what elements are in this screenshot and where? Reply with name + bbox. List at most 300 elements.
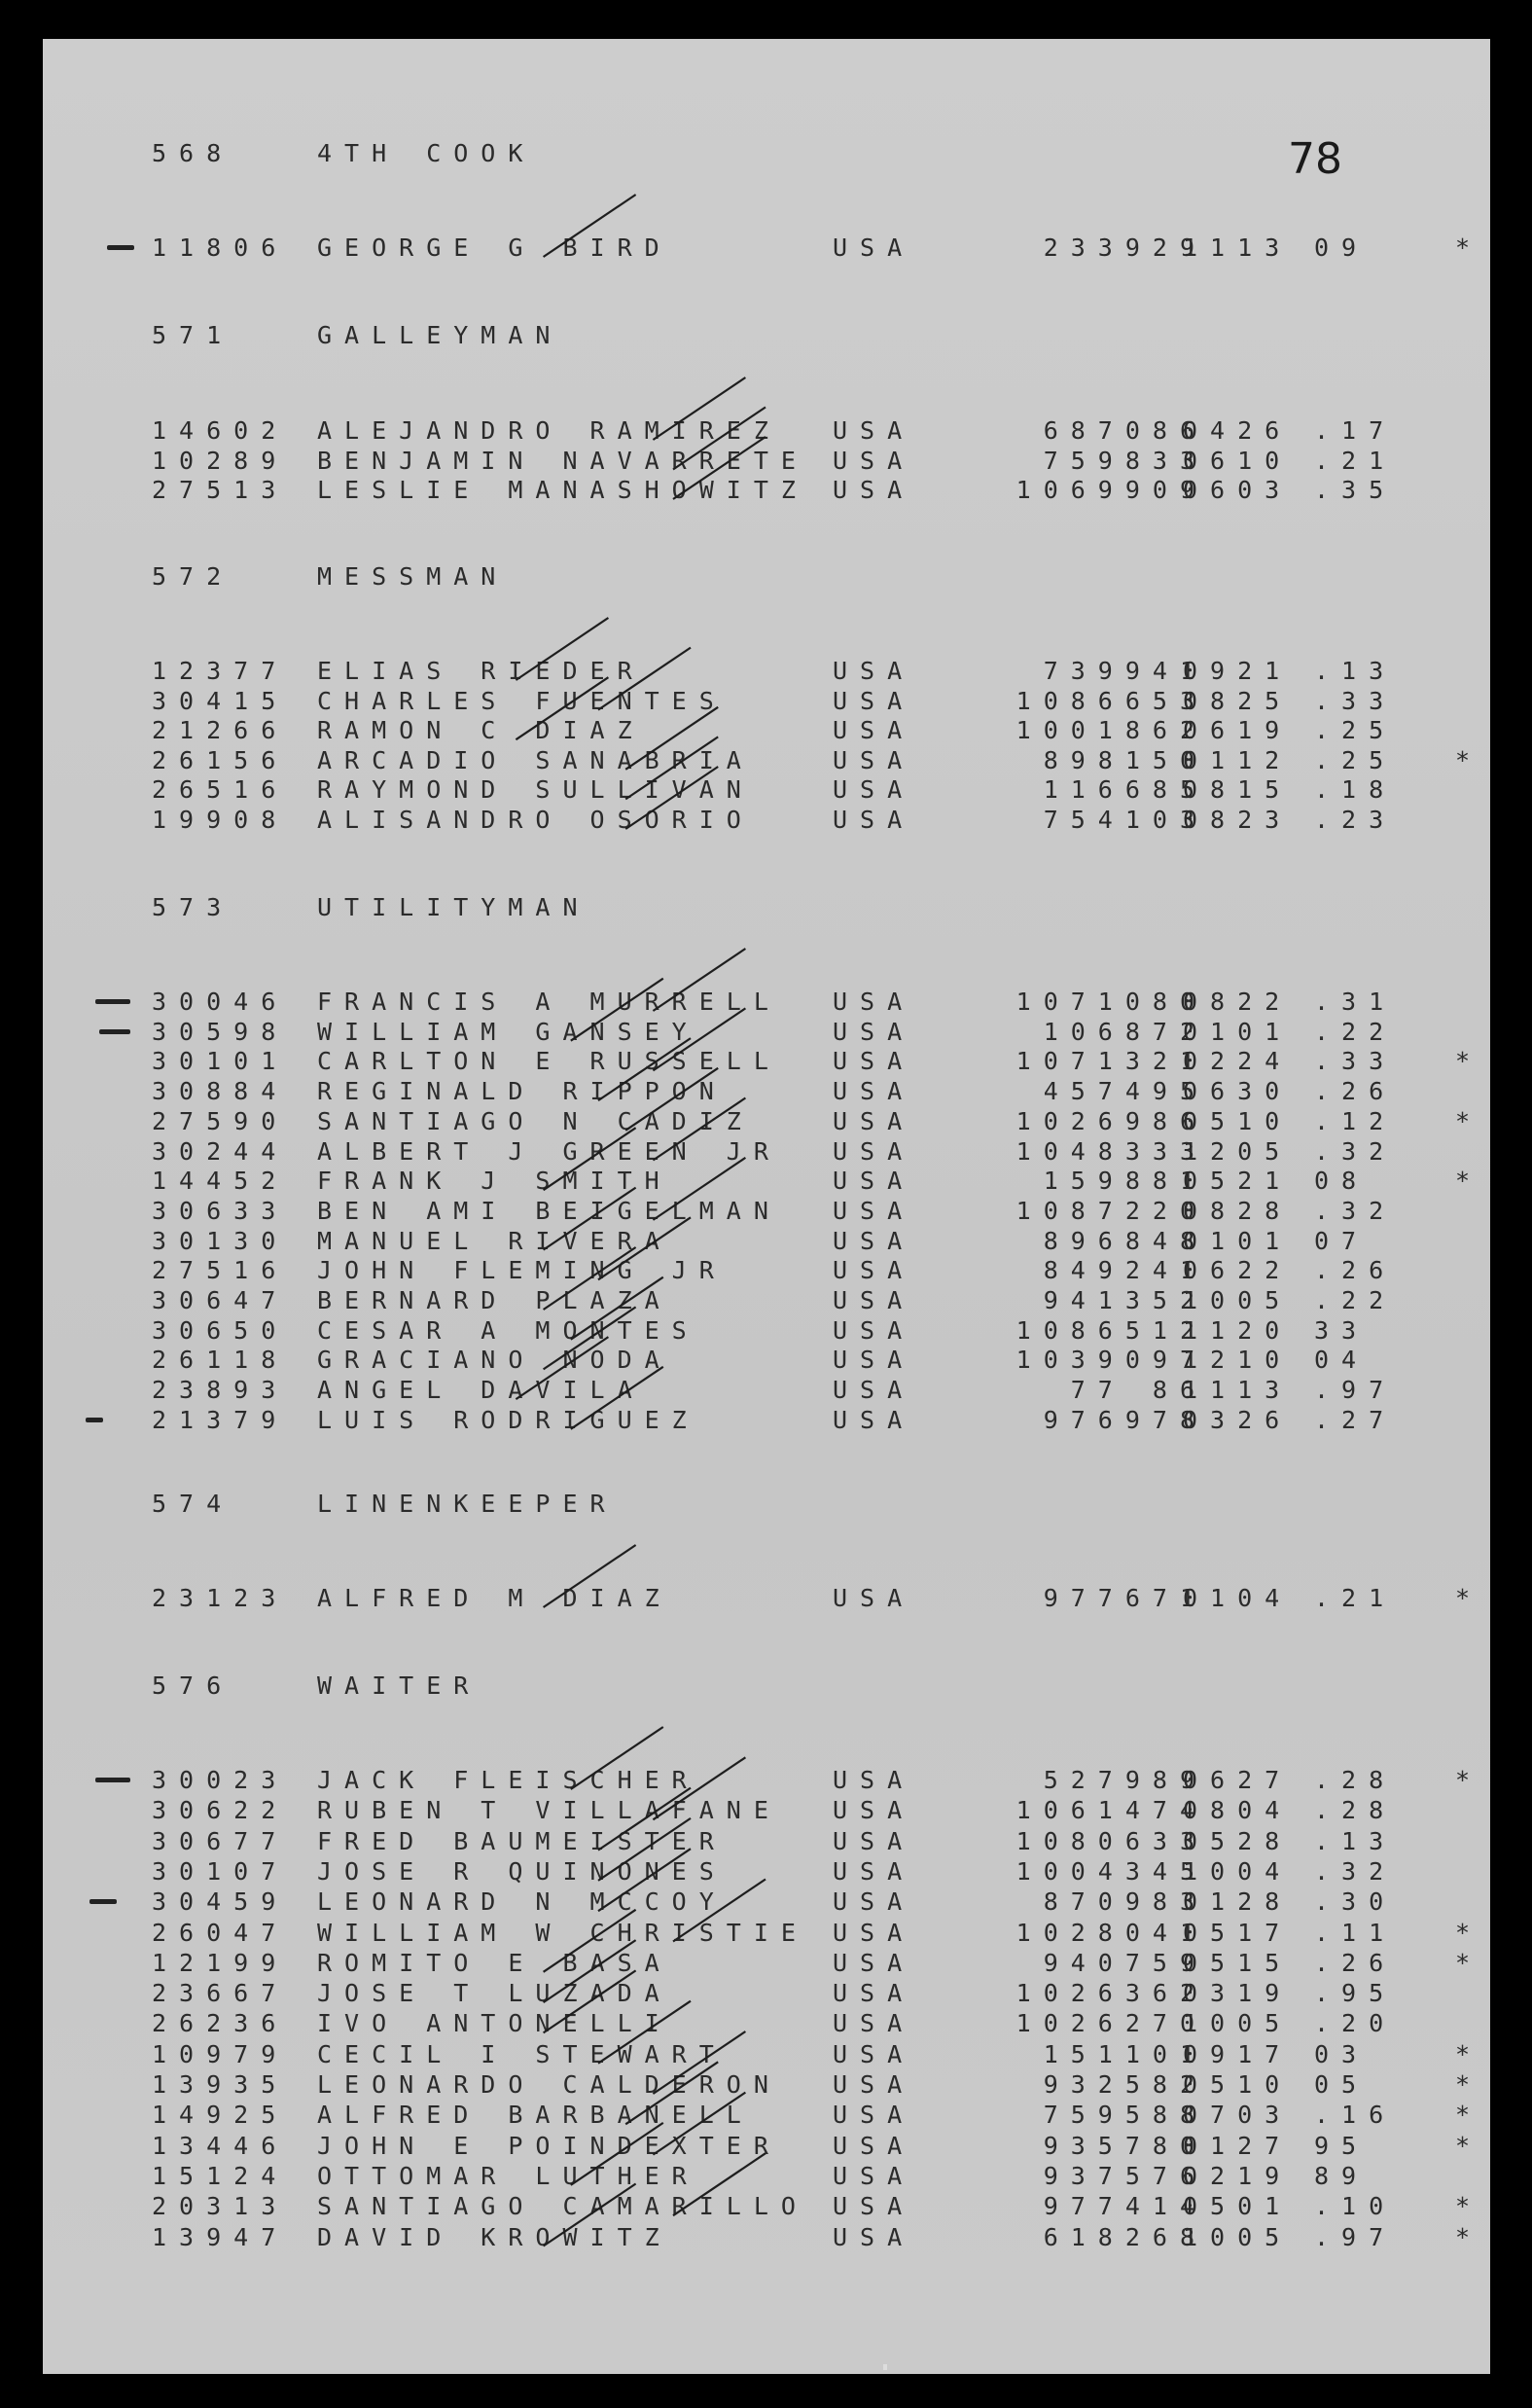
nationality: USA [833, 716, 915, 745]
crew-number: 13935 [152, 2070, 289, 2099]
document-number: 687086 [1043, 416, 1207, 445]
date-code: 0515 [1183, 1948, 1293, 1977]
date-code: 0426 [1183, 416, 1293, 445]
crew-number: 30130 [152, 1226, 289, 1255]
crew-name: LEONARDO CALDERON [317, 2070, 781, 2099]
nationality: USA [833, 1856, 915, 1886]
document-number: 937576 [1043, 2161, 1207, 2190]
document-number: 151101 [1043, 2039, 1207, 2068]
amount: .21 [1314, 1584, 1397, 1612]
crew-number: 14602 [152, 416, 289, 445]
asterisk-mark: * [1455, 2070, 1471, 2099]
crew-name: OTTOMAR LUTHER [317, 2161, 699, 2190]
amount: .26 [1314, 1256, 1397, 1285]
nationality: USA [833, 1226, 915, 1255]
nationality: USA [833, 1077, 915, 1106]
amount: .30 [1314, 1887, 1397, 1917]
crew-number: 30677 [152, 1826, 289, 1855]
check-stroke [653, 949, 745, 1011]
nationality: USA [833, 2009, 915, 2038]
nationality: USA [833, 2070, 915, 2099]
date-code: 0224 [1183, 1047, 1293, 1076]
amount: .17 [1314, 416, 1397, 445]
document-number: 976978 [1043, 1405, 1207, 1434]
amount: .10 [1314, 2192, 1397, 2221]
document-number: 941352 [1043, 1286, 1207, 1314]
document-number: 754103 [1043, 806, 1207, 834]
section-title: GALLEYMAN [317, 321, 563, 349]
date-code: 0128 [1183, 1887, 1293, 1917]
crew-name: FRED BAUMEISTER [317, 1826, 727, 1855]
date-code: 1004 [1183, 1856, 1293, 1886]
crew-name: ALEJANDRO RAMIREZ [317, 416, 781, 445]
amount: 89 [1314, 2161, 1370, 2190]
crew-name: JACK FLEISCHER [317, 1766, 699, 1794]
amount: .27 [1314, 1405, 1397, 1434]
date-code: 0627 [1183, 1766, 1293, 1794]
crew-number: 23893 [152, 1376, 289, 1405]
crew-name: ROMITO E BASA [317, 1948, 672, 1977]
document-number: 77 86 [1070, 1376, 1207, 1405]
amount: .22 [1314, 1286, 1397, 1314]
amount: .12 [1314, 1106, 1397, 1135]
document-number: 759833 [1043, 446, 1207, 475]
amount: 08 [1314, 1167, 1370, 1196]
crew-name: ELIAS RIEDER [317, 657, 645, 685]
amount: .97 [1314, 1376, 1397, 1405]
check-stroke [673, 437, 766, 499]
crew-name: CHARLES FUENTES [317, 686, 727, 715]
date-code: 1005 [1183, 2009, 1293, 2038]
check-stroke [598, 1038, 691, 1100]
nationality: USA [833, 1315, 915, 1345]
date-code: 1120 [1183, 1315, 1293, 1345]
nationality: USA [833, 2192, 915, 2221]
document-number: 1026362 [1015, 1979, 1207, 2008]
amount: .26 [1314, 1077, 1397, 1106]
section-code: 571 [152, 321, 234, 349]
amount: .13 [1314, 1826, 1397, 1855]
date-code: 0619 [1183, 716, 1293, 745]
crew-number: 27590 [152, 1106, 289, 1135]
section-title: 4TH COOK [317, 139, 536, 167]
nationality: USA [833, 686, 915, 715]
crew-number: 30415 [152, 686, 289, 715]
check-stroke [516, 618, 608, 680]
nationality: USA [833, 234, 915, 262]
section-code: 568 [152, 139, 234, 167]
document-number: 1026986 [1015, 1106, 1207, 1135]
crew-name: GRACIANO NODA [317, 1346, 672, 1375]
asterisk-mark: * [1455, 2222, 1471, 2251]
crew-name: LEONARD N MCCOY [317, 1887, 727, 1917]
crew-name: RAMON C DIAZ [317, 716, 645, 745]
check-stroke [571, 2123, 663, 2185]
date-code: 0822 [1183, 988, 1293, 1016]
crew-number: 23667 [152, 1979, 289, 2008]
section-title: WAITER [317, 1671, 481, 1700]
crew-number: 30107 [152, 1856, 289, 1886]
nationality: USA [833, 1948, 915, 1977]
crew-name: ARCADIO SANABRIA [317, 745, 754, 774]
check-stroke [625, 707, 718, 770]
amount: .22 [1314, 1017, 1397, 1046]
amount: 05 [1314, 2070, 1370, 2099]
document-number: 932582 [1043, 2070, 1207, 2099]
document-number: 1069909 [1015, 476, 1207, 504]
crew-name: IVO ANTONELLI [317, 2009, 672, 2038]
asterisk-mark: * [1455, 1766, 1471, 1794]
crew-number: 11806 [152, 234, 289, 262]
crew-number: 26156 [152, 745, 289, 774]
amount: 33 [1314, 1315, 1370, 1345]
nationality: USA [833, 1376, 915, 1405]
crew-name: JOSE R QUINONES [317, 1856, 727, 1886]
nationality: USA [833, 1106, 915, 1135]
check-stroke [598, 1217, 691, 1279]
crew-name: FRANCIS A MURRELL [317, 988, 781, 1016]
document-number: 1071321 [1015, 1047, 1207, 1076]
date-code: 1210 [1183, 1346, 1293, 1375]
crew-name: JOHN E POINDEXTER [317, 2131, 781, 2160]
check-stroke [653, 1008, 745, 1070]
section-code: 576 [152, 1671, 234, 1700]
section-title: MESSMAN [317, 562, 509, 591]
crew-name: ALISANDRO OSORIO [317, 806, 754, 834]
document-number: 739941 [1043, 657, 1207, 685]
document-number: 1087220 [1015, 1196, 1207, 1225]
nationality: USA [833, 1979, 915, 2008]
crew-number: 27513 [152, 476, 289, 504]
crew-number: 30884 [152, 1077, 289, 1106]
nationality: USA [833, 2222, 915, 2251]
nationality: USA [833, 1796, 915, 1825]
amount: .18 [1314, 775, 1397, 805]
amount: .16 [1314, 2101, 1397, 2130]
asterisk-mark: * [1455, 2192, 1471, 2221]
nationality: USA [833, 1196, 915, 1225]
nationality: USA [833, 1918, 915, 1947]
check-stroke [544, 1545, 636, 1607]
asterisk-mark: * [1455, 1948, 1471, 1977]
crew-name: ALBERT J GREEN JR [317, 1136, 781, 1166]
crew-number: 15124 [152, 2161, 289, 2190]
check-stroke [571, 1727, 663, 1789]
check-stroke [571, 1367, 663, 1429]
amount: .25 [1314, 745, 1397, 774]
crew-name: BEN AMI BEIGELMAN [317, 1196, 781, 1225]
asterisk-mark: * [1455, 1167, 1471, 1196]
section-title: LINENKEEPER [317, 1490, 618, 1518]
section-code: 572 [152, 562, 234, 591]
date-code: 0528 [1183, 1826, 1293, 1855]
document-number: 1080633 [1015, 1826, 1207, 1855]
crew-number: 26516 [152, 775, 289, 805]
amount: 03 [1314, 2039, 1370, 2068]
date-code: 0112 [1183, 745, 1293, 774]
check-stroke [516, 1337, 608, 1399]
date-code: 0603 [1183, 476, 1293, 504]
document-number: 898150 [1043, 745, 1207, 774]
check-stroke [625, 767, 718, 829]
date-code: 1113 [1183, 234, 1293, 262]
date-code: 0101 [1183, 1226, 1293, 1255]
check-stroke [544, 1910, 636, 1972]
date-code: 0521 [1183, 1167, 1293, 1196]
nationality: USA [833, 806, 915, 834]
crew-name: CARLTON E RUSSELL [317, 1047, 781, 1076]
amount: .35 [1314, 476, 1397, 504]
crew-number: 26118 [152, 1346, 289, 1375]
document-number: 1086653 [1015, 686, 1207, 715]
section-code: 573 [152, 893, 234, 921]
check-stroke [544, 1128, 636, 1190]
check-stroke [598, 1788, 691, 1851]
date-code: 0630 [1183, 1077, 1293, 1106]
check-stroke [544, 195, 636, 257]
crew-name: RAYMOND SULLIVAN [317, 775, 754, 805]
nationality: USA [833, 1256, 915, 1285]
check-stroke [544, 2184, 636, 2246]
crew-name: REGINALD RIPPON [317, 1077, 727, 1106]
check-stroke [625, 1068, 718, 1131]
check-stroke [625, 2062, 718, 2124]
nationality: USA [833, 988, 915, 1016]
nationality: USA [833, 1826, 915, 1855]
crew-number: 10979 [152, 2039, 289, 2068]
nationality: USA [833, 446, 915, 475]
crew-number: 12377 [152, 657, 289, 685]
amount: .97 [1314, 2222, 1397, 2251]
date-code: 1113 [1183, 1376, 1293, 1405]
asterisk-mark: * [1455, 2101, 1471, 2130]
date-code: 0815 [1183, 775, 1293, 805]
scan-mark [883, 2364, 887, 2370]
check-stroke [544, 1940, 636, 2002]
amount: 95 [1314, 2131, 1370, 2160]
nationality: USA [833, 1346, 915, 1375]
amount: .23 [1314, 806, 1397, 834]
nationality: USA [833, 1167, 915, 1196]
crew-number: 26047 [152, 1918, 289, 1947]
asterisk-mark: * [1455, 1047, 1471, 1076]
section-title: UTILITYMAN [317, 893, 590, 921]
crew-name: ALFRED M DIAZ [317, 1584, 672, 1612]
date-code: 0610 [1183, 446, 1293, 475]
crew-number: 10289 [152, 446, 289, 475]
document-number: 116685 [1043, 775, 1207, 805]
nationality: USA [833, 2101, 915, 2130]
date-code: 1005 [1183, 1286, 1293, 1314]
date-code: 1005 [1183, 2222, 1293, 2251]
nationality: USA [833, 1047, 915, 1076]
document-number: 106872 [1043, 1017, 1207, 1046]
check-stroke [544, 1247, 636, 1310]
crew-name: GEORGE G BIRD [317, 234, 672, 262]
amount: .33 [1314, 686, 1397, 715]
crew-number: 30598 [152, 1017, 289, 1046]
crew-name: DAVID KROWITZ [317, 2222, 672, 2251]
document-number: 1048333 [1015, 1136, 1207, 1166]
crew-number: 30101 [152, 1047, 289, 1076]
asterisk-mark: * [1455, 1584, 1471, 1612]
amount: .28 [1314, 1766, 1397, 1794]
crew-number: 30622 [152, 1796, 289, 1825]
crew-name: ALFRED BARBANELL [317, 2101, 754, 2130]
asterisk-mark: * [1455, 1106, 1471, 1135]
amount: 09 [1314, 234, 1370, 262]
check-stroke [544, 1307, 636, 1369]
crew-name: LUIS RODRIGUEZ [317, 1405, 699, 1434]
nationality: USA [833, 1766, 915, 1794]
date-code: 0917 [1183, 2039, 1293, 2068]
amount: .21 [1314, 446, 1397, 475]
amount: 04 [1314, 1346, 1370, 1375]
crew-name: JOSE T LUZADA [317, 1979, 672, 2008]
date-code: 0825 [1183, 686, 1293, 715]
date-code: 0622 [1183, 1256, 1293, 1285]
crew-name: RUBEN T VILLAFANE [317, 1796, 781, 1825]
crew-name: FRANK J SMITH [317, 1167, 672, 1196]
check-stroke [673, 1880, 766, 1942]
amount: .95 [1314, 1979, 1397, 2008]
crew-name: SANTIAGO CAMARILLO [317, 2192, 808, 2221]
date-code: 0823 [1183, 806, 1293, 834]
document-number: 896848 [1043, 1226, 1207, 1255]
check-stroke [653, 2093, 745, 2155]
nationality: USA [833, 1887, 915, 1917]
nationality: USA [833, 745, 915, 774]
document-number: 1086512 [1015, 1315, 1207, 1345]
crew-number: 30459 [152, 1887, 289, 1917]
date-code: 0828 [1183, 1196, 1293, 1225]
document-number: 977671 [1043, 1584, 1207, 1612]
document-number: 1071080 [1015, 988, 1207, 1016]
amount: .11 [1314, 1918, 1397, 1947]
crew-number: 23123 [152, 1584, 289, 1612]
asterisk-mark: * [1455, 745, 1471, 774]
crew-name: BENJAMIN NAVARRETE [317, 446, 808, 475]
nationality: USA [833, 775, 915, 805]
document-number: 1061474 [1015, 1796, 1207, 1825]
date-code: 0127 [1183, 2131, 1293, 2160]
date-code: 0703 [1183, 2101, 1293, 2130]
section-code: 574 [152, 1490, 234, 1518]
crew-number: 14452 [152, 1167, 289, 1196]
amount: .31 [1314, 988, 1397, 1016]
date-code: 0804 [1183, 1796, 1293, 1825]
date-code: 0219 [1183, 2161, 1293, 2190]
document-number: 1028041 [1015, 1918, 1207, 1947]
document-number: 159881 [1043, 1167, 1207, 1196]
crew-name: SANTIAGO N CADIZ [317, 1106, 754, 1135]
crew-number: 30633 [152, 1196, 289, 1225]
document-number: 940759 [1043, 1948, 1207, 1977]
crew-number: 20313 [152, 2192, 289, 2221]
crew-number: 21266 [152, 716, 289, 745]
document-number: 457495 [1043, 1077, 1207, 1106]
date-code: 0921 [1183, 657, 1293, 685]
amount: .20 [1314, 2009, 1397, 2038]
document-number: 1001862 [1015, 716, 1207, 745]
check-stroke [653, 1098, 745, 1161]
crew-number: 26236 [152, 2009, 289, 2038]
crew-number: 27516 [152, 1256, 289, 1285]
crew-number: 13446 [152, 2131, 289, 2160]
date-code: 0510 [1183, 1106, 1293, 1135]
amount: .32 [1314, 1856, 1397, 1886]
amount: 07 [1314, 1226, 1370, 1255]
crew-number: 14925 [152, 2101, 289, 2130]
document-number: 233929 [1043, 234, 1207, 262]
date-code: 0319 [1183, 1979, 1293, 2008]
amount: .26 [1314, 1948, 1397, 1977]
crew-name: WILLIAM W CHRISTIE [317, 1918, 808, 1947]
check-stroke [673, 2153, 766, 2215]
nationality: USA [833, 476, 915, 504]
crew-number: 13947 [152, 2222, 289, 2251]
check-stroke [571, 1277, 663, 1340]
check-stroke [653, 1757, 745, 1819]
check-stroke [544, 1970, 636, 2032]
document-number: 849241 [1043, 1256, 1207, 1285]
crew-number: 30244 [152, 1136, 289, 1166]
date-code: 0510 [1183, 2070, 1293, 2099]
nationality: USA [833, 1584, 915, 1612]
crew-number: 19908 [152, 806, 289, 834]
check-stroke [598, 2001, 691, 2064]
asterisk-mark: * [1455, 234, 1471, 262]
date-code: 0326 [1183, 1405, 1293, 1434]
nationality: USA [833, 2131, 915, 2160]
crew-name: CESAR A MONTES [317, 1315, 699, 1345]
amount: .13 [1314, 657, 1397, 685]
asterisk-mark: * [1455, 2131, 1471, 2160]
check-stroke [653, 1158, 745, 1220]
date-code: 0101 [1183, 1017, 1293, 1046]
nationality: USA [833, 1136, 915, 1166]
document-number: 1026270 [1015, 2009, 1207, 2038]
document-number: 870983 [1043, 1887, 1207, 1917]
nationality: USA [833, 1405, 915, 1434]
amount: .28 [1314, 1796, 1397, 1825]
date-code: 1205 [1183, 1136, 1293, 1166]
document-number: 759588 [1043, 2101, 1207, 2130]
document-number: 618268 [1043, 2222, 1207, 2251]
crew-name: WILLIAM GANSEY [317, 1017, 699, 1046]
date-code: 0104 [1183, 1584, 1293, 1612]
document-number: 1004345 [1015, 1856, 1207, 1886]
check-stroke [571, 979, 663, 1041]
check-stroke [598, 1849, 691, 1911]
check-stroke [544, 1188, 636, 1250]
crew-number: 30650 [152, 1315, 289, 1345]
crew-name: CECIL I STEWART [317, 2039, 727, 2068]
document-number: 977414 [1043, 2192, 1207, 2221]
crew-number: 30647 [152, 1286, 289, 1314]
amount: .32 [1314, 1136, 1397, 1166]
nationality: USA [833, 2039, 915, 2068]
page-number: 78 [1288, 134, 1342, 184]
document-number: 1039097 [1015, 1346, 1207, 1375]
asterisk-mark: * [1455, 2039, 1471, 2068]
check-stroke [598, 648, 691, 710]
nationality: USA [833, 1017, 915, 1046]
check-stroke [516, 677, 608, 739]
document-number: 527989 [1043, 1766, 1207, 1794]
check-stroke [653, 2031, 745, 2094]
check-stroke [598, 1818, 691, 1881]
